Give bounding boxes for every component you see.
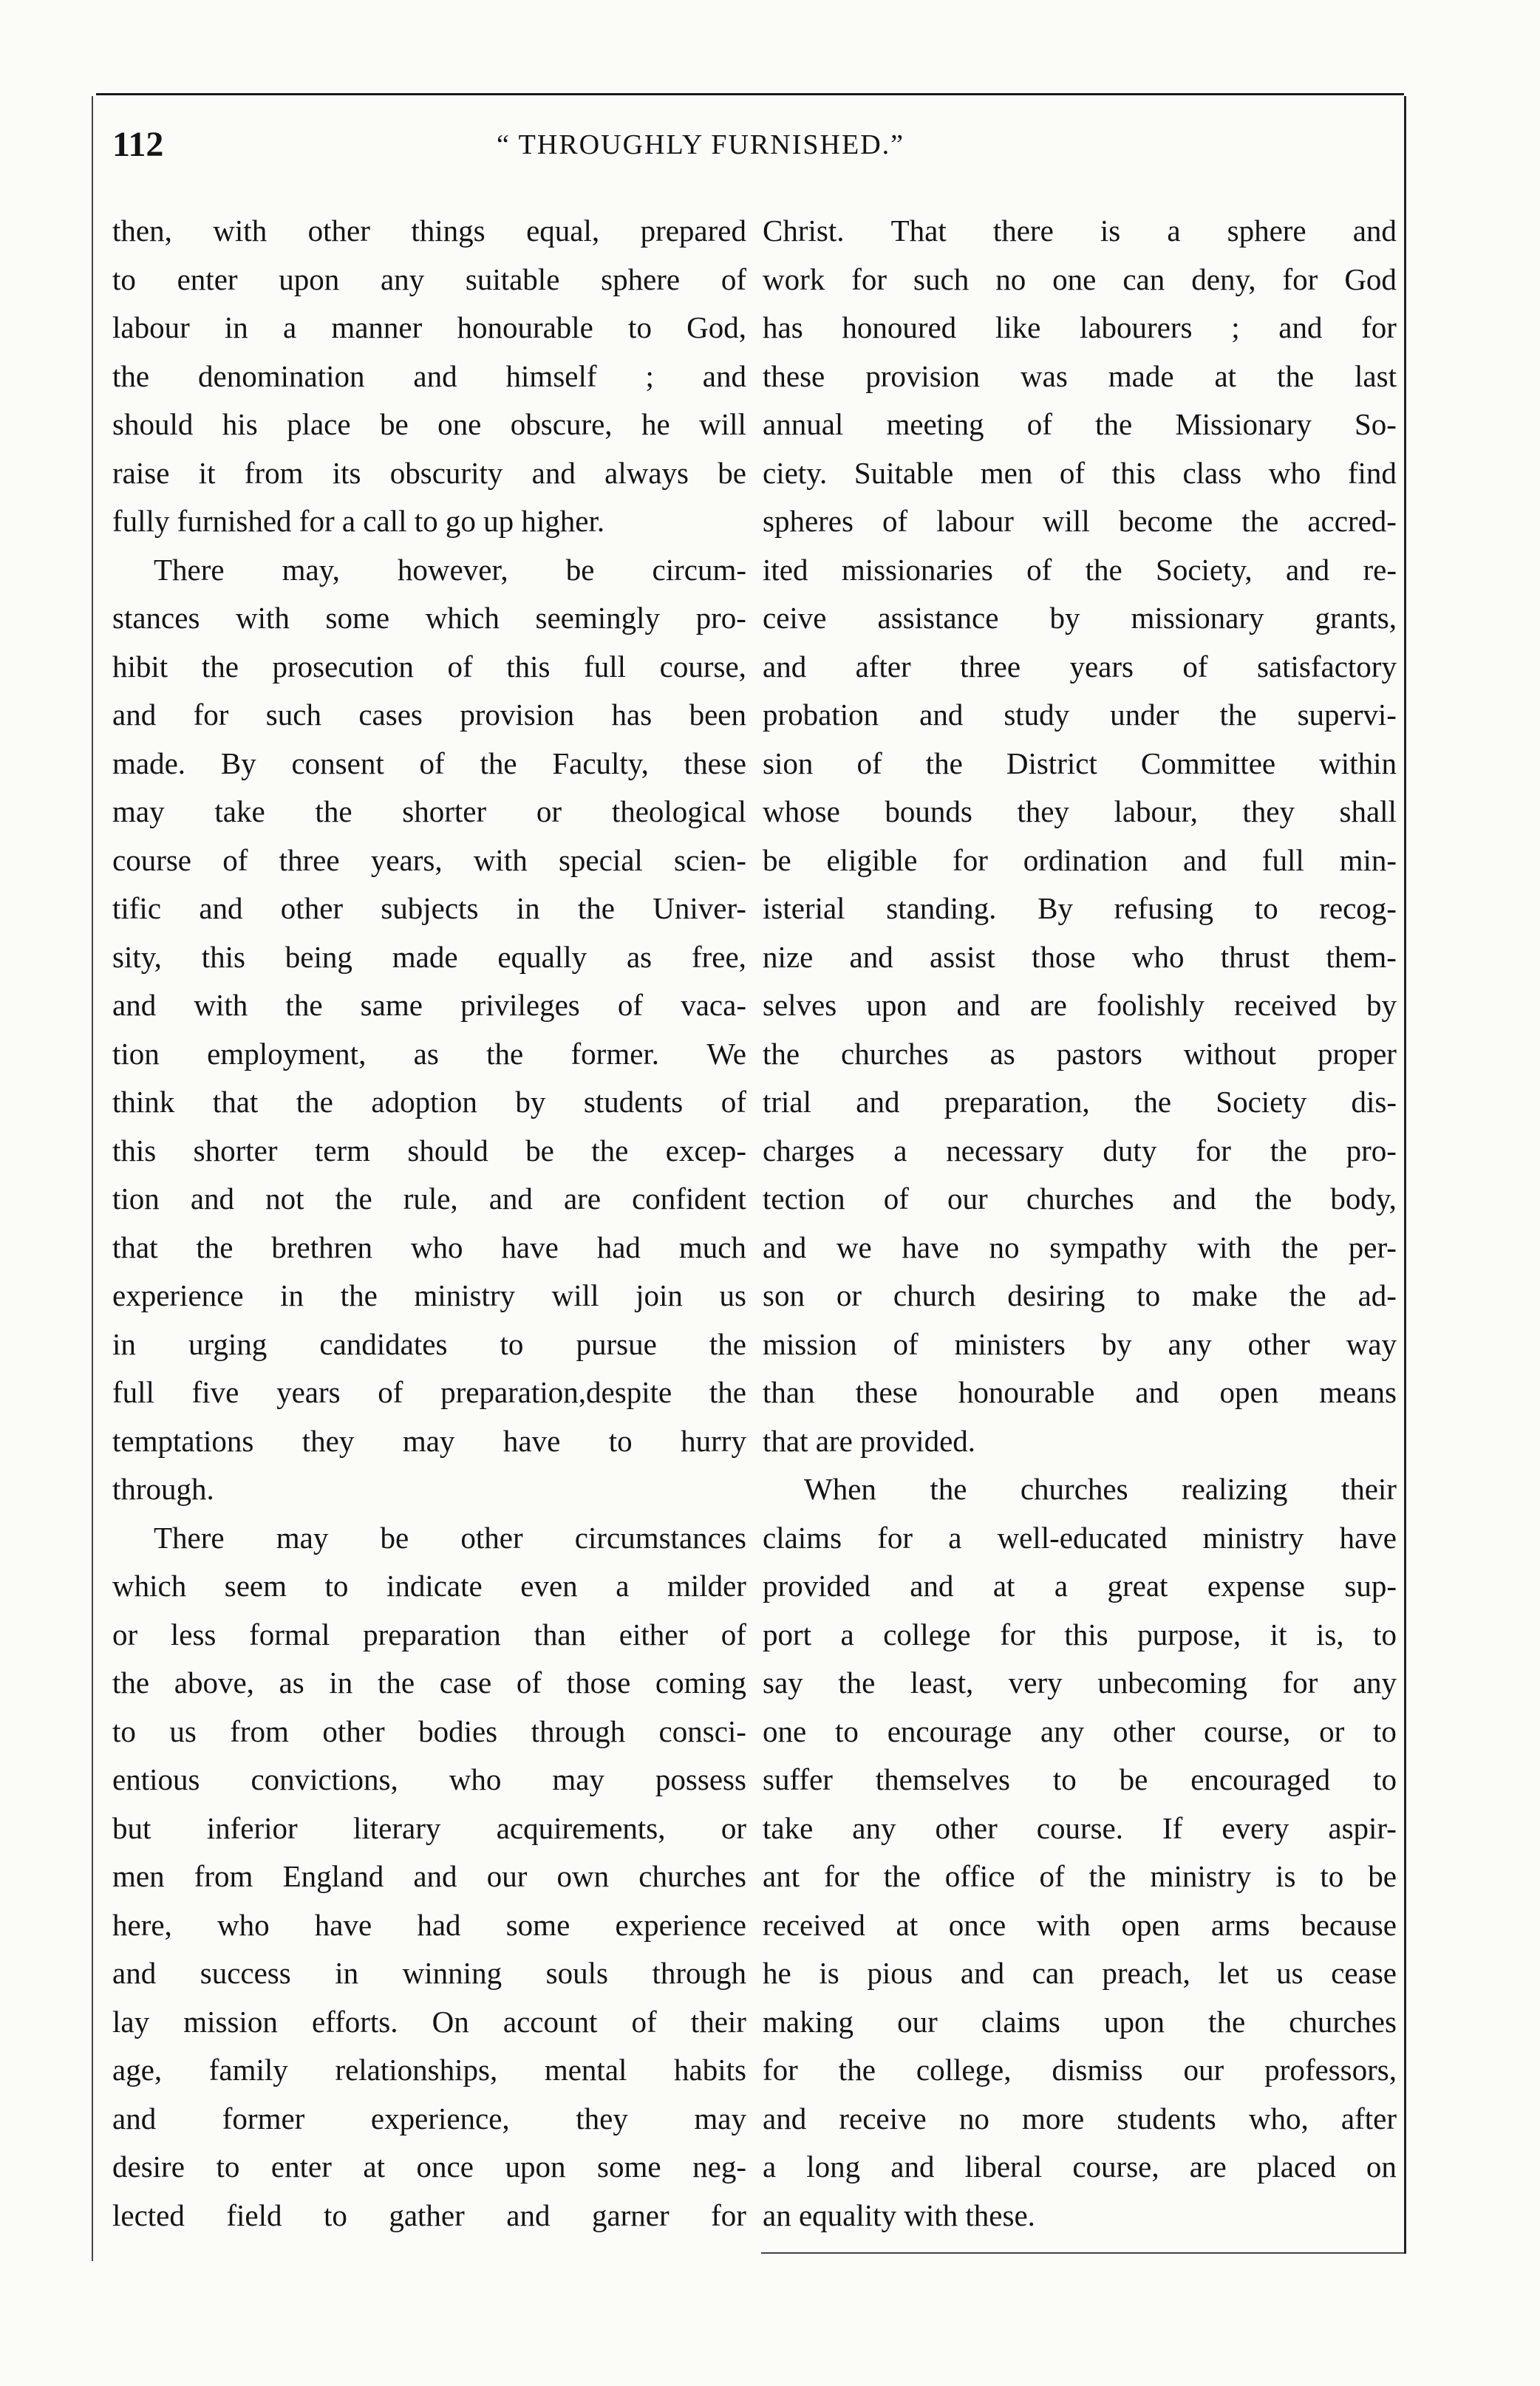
text-line: tific and other subjects in the Univer- xyxy=(112,891,746,925)
text-line: mission of ministers by any other way xyxy=(763,1326,1397,1361)
text-line: desire to enter at once upon some neg- xyxy=(112,2150,746,2184)
text-line: provided and at a great expense sup- xyxy=(763,1569,1397,1603)
page-number: 112 xyxy=(112,125,164,164)
text-line: the denomination and himself ; and xyxy=(112,358,746,393)
text-line: and after three years of satisfactory xyxy=(763,649,1397,684)
left-text-column xyxy=(112,207,746,2240)
text-line: made. By consent of the Faculty, these xyxy=(112,746,746,780)
text-line: should his place be one obscure, he will xyxy=(112,407,746,441)
text-line: to enter upon any suitable sphere of xyxy=(112,262,746,296)
text-line: received at once with open arms because xyxy=(763,1907,1397,1942)
text-line: hibit the prosecution of this full course, xyxy=(112,649,746,684)
text-line: When the churches realizing their xyxy=(804,1472,1397,1506)
text-line: than these honourable and open means xyxy=(763,1375,1397,1409)
text-line: an equality with these. xyxy=(763,2198,1035,2232)
page-border-top xyxy=(96,93,1404,95)
text-line: lay mission efforts. On account of their xyxy=(112,2004,746,2039)
text-line: labour in a manner honourable to God, xyxy=(112,310,746,344)
text-line: port a college for this purpose, it is, to xyxy=(763,1617,1397,1652)
text-line: sity, this being made equally as free, xyxy=(112,939,746,974)
text-line: trial and preparation, the Society dis- xyxy=(763,1085,1397,1119)
text-line: think that the adoption by students of xyxy=(112,1085,746,1119)
text-line: annual meeting of the Missionary So- xyxy=(763,407,1397,441)
text-line: lected field to gather and garner for xyxy=(112,2198,746,2232)
text-line: Christ. That there is a sphere and xyxy=(763,214,1397,248)
text-line: isterial standing. By refusing to recog- xyxy=(763,891,1397,925)
text-line: suffer themselves to be encouraged to xyxy=(763,1762,1397,1796)
text-line: work for such no one can deny, for God xyxy=(763,262,1397,296)
text-line: which seem to indicate even a milder xyxy=(112,1569,746,1603)
text-line: stances with some which seemingly pro- xyxy=(112,601,746,635)
text-line: here, who have had some experience xyxy=(112,1907,746,1942)
text-line: the churches as pastors without proper xyxy=(763,1036,1397,1071)
text-line: temptations they may have to hurry xyxy=(112,1423,746,1458)
text-line: sion of the District Committee within xyxy=(763,746,1397,780)
text-line: a long and liberal course, are placed on xyxy=(763,2150,1397,2184)
text-line: in urging candidates to pursue the xyxy=(112,1326,746,1361)
text-line: that are provided. xyxy=(763,1423,976,1458)
text-line: the above, as in the case of those coming xyxy=(112,1666,746,1700)
text-line: nize and assist those who thrust them- xyxy=(763,939,1397,974)
text-line: tion employment, as the former. We xyxy=(112,1036,746,1071)
text-line: ant for the office of the ministry is to be xyxy=(763,1859,1397,1893)
page-border-bottom xyxy=(761,2252,1404,2254)
text-line: take any other course. If every aspir- xyxy=(763,1810,1397,1845)
text-line: and receive no more students who, after xyxy=(763,2101,1397,2136)
text-line: claims for a well-educated ministry have xyxy=(763,1520,1397,1555)
text-line: through. xyxy=(112,1472,214,1506)
text-line: age, family relationships, mental habits xyxy=(112,2053,746,2087)
text-line: and with the same privileges of vaca- xyxy=(112,988,746,1022)
text-line: making our claims upon the churches xyxy=(763,2004,1397,2039)
text-line: and success in winning souls through xyxy=(112,1956,746,1990)
text-line: There may be other circumstances xyxy=(154,1520,746,1555)
text-line: ited missionaries of the Society, and re- xyxy=(763,552,1397,587)
text-line: may take the shorter or theological xyxy=(112,794,746,828)
text-line: and for such cases provision has been xyxy=(112,698,746,732)
text-line: men from England and our own churches xyxy=(112,1859,746,1893)
text-line: charges a necessary duty for the pro- xyxy=(763,1133,1397,1168)
text-line: ceive assistance by missionary grants, xyxy=(763,601,1397,635)
text-line: he is pious and can preach, let us cease xyxy=(763,1956,1397,1990)
text-line: experience in the ministry will join us xyxy=(112,1278,746,1312)
text-line: but inferior literary acquirements, or xyxy=(112,1810,746,1845)
text-line: or less formal preparation than either of xyxy=(112,1617,746,1652)
text-line: entious convictions, who may possess xyxy=(112,1762,746,1796)
text-line: be eligible for ordination and full min- xyxy=(763,842,1397,877)
text-line: tection of our churches and the body, xyxy=(763,1182,1397,1216)
text-line: then, with other things equal, prepared xyxy=(112,214,746,248)
text-line: for the college, dismiss our professors, xyxy=(763,2053,1397,2087)
text-line: one to encourage any other course, or to xyxy=(763,1714,1397,1748)
text-line: son or church desiring to make the ad- xyxy=(763,1278,1397,1312)
text-line: these provision was made at the last xyxy=(763,358,1397,393)
text-line: to us from other bodies through consci- xyxy=(112,1714,746,1748)
text-line: selves upon and are foolishly received by xyxy=(763,988,1397,1022)
text-line: raise it from its obscurity and always be xyxy=(112,455,746,490)
text-line: and former experience, they may xyxy=(112,2101,746,2136)
text-line: this shorter term should be the excep- xyxy=(112,1133,746,1168)
right-text-column xyxy=(763,207,1397,2240)
text-line: fully furnished for a call to go up higher. xyxy=(112,504,605,538)
text-line: has honoured like labourers ; and for xyxy=(763,310,1397,344)
text-line: that the brethren who have had much xyxy=(112,1230,746,1264)
running-head: “ THROUGHLY FURNISHED.” xyxy=(497,129,905,160)
text-line: tion and not the rule, and are confident xyxy=(112,1182,746,1216)
text-line: and we have no sympathy with the per- xyxy=(763,1230,1397,1264)
text-line: whose bounds they labour, they shall xyxy=(763,794,1397,828)
text-line: full five years of preparation,despite the xyxy=(112,1375,746,1409)
text-line: spheres of labour will become the accred- xyxy=(763,504,1397,538)
text-line: There may, however, be circum- xyxy=(154,552,746,587)
text-line: say the least, very unbecoming for any xyxy=(763,1666,1397,1700)
text-line: course of three years, with special scien- xyxy=(112,842,746,877)
text-line: ciety. Suitable men of this class who find xyxy=(763,455,1397,490)
page-header xyxy=(112,124,1388,176)
page-border-right xyxy=(1404,96,1406,2254)
page-border-left xyxy=(92,96,93,2261)
text-line: probation and study under the supervi- xyxy=(763,698,1397,732)
